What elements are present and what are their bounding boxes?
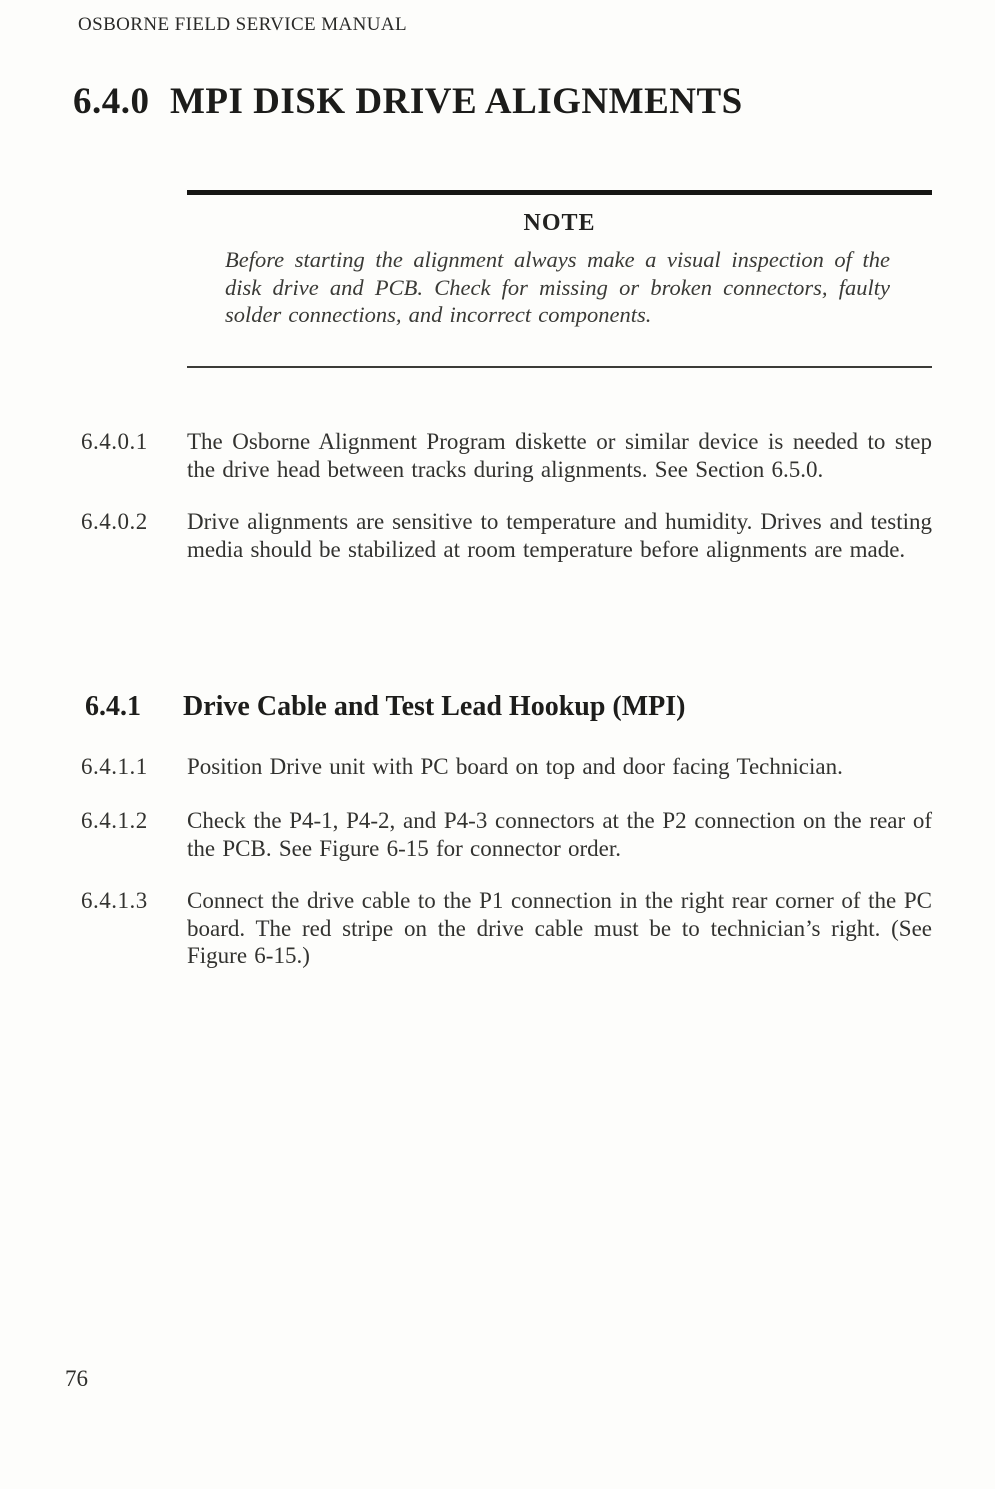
paragraph-number: 6.4.1.3 <box>81 888 148 913</box>
subsection-heading <box>85 691 686 723</box>
paragraph-text: Connect the drive cable to the P1 connection in the right rear corner of the PC board. The red stripe on the drive cable must be to technician’s right. (See Figure 6-15.) <box>187 888 932 968</box>
paragraph-6401 <box>81 428 932 483</box>
paragraph-number: 6.4.0.2 <box>81 509 148 534</box>
chapter-number: 6.4.0 <box>73 81 150 122</box>
paragraph-text: Drive alignments are sensitive to temperature and humidity. Drives and testing media should be stabilized at room temperature before alignments are made. <box>187 509 932 562</box>
paragraph-6402 <box>81 508 932 563</box>
page-number: 76 <box>65 1366 88 1391</box>
subsection-number: 6.4.1 <box>85 691 141 722</box>
running-header: OSBORNE FIELD SERVICE MANUAL <box>78 14 407 35</box>
paragraph-6413 <box>81 887 932 970</box>
paragraph-text: The Osborne Alignment Program diskette or similar device is needed to step the drive head between tracks during alignments. See Section 6.5.0. <box>187 429 932 482</box>
paragraph-text: Check the P4-1, P4-2, and P4-3 connectors at the P2 connection on the rear of the PCB. See Figure 6-15 for connector order. <box>187 808 932 861</box>
note-box <box>187 190 932 368</box>
chapter-title <box>73 80 743 123</box>
paragraph-6412 <box>81 807 932 862</box>
note-body: Before starting the alignment always make a visual inspection of the disk drive and PCB. Check for missing or broken connectors, faulty solder connections, and incorrect components. <box>225 247 890 327</box>
note-label: NOTE <box>523 210 596 236</box>
paragraph-number: 6.4.1.1 <box>81 754 148 779</box>
paragraph-number: 6.4.1.2 <box>81 808 148 833</box>
paragraph-text: Position Drive unit with PC board on top and door facing Technician. <box>187 754 843 779</box>
paragraph-6411 <box>81 753 932 781</box>
chapter-title-text: MPI DISK DRIVE ALIGNMENTS <box>170 81 743 122</box>
subsection-title: Drive Cable and Test Lead Hookup (MPI) <box>183 691 686 722</box>
paragraph-number: 6.4.0.1 <box>81 429 148 454</box>
